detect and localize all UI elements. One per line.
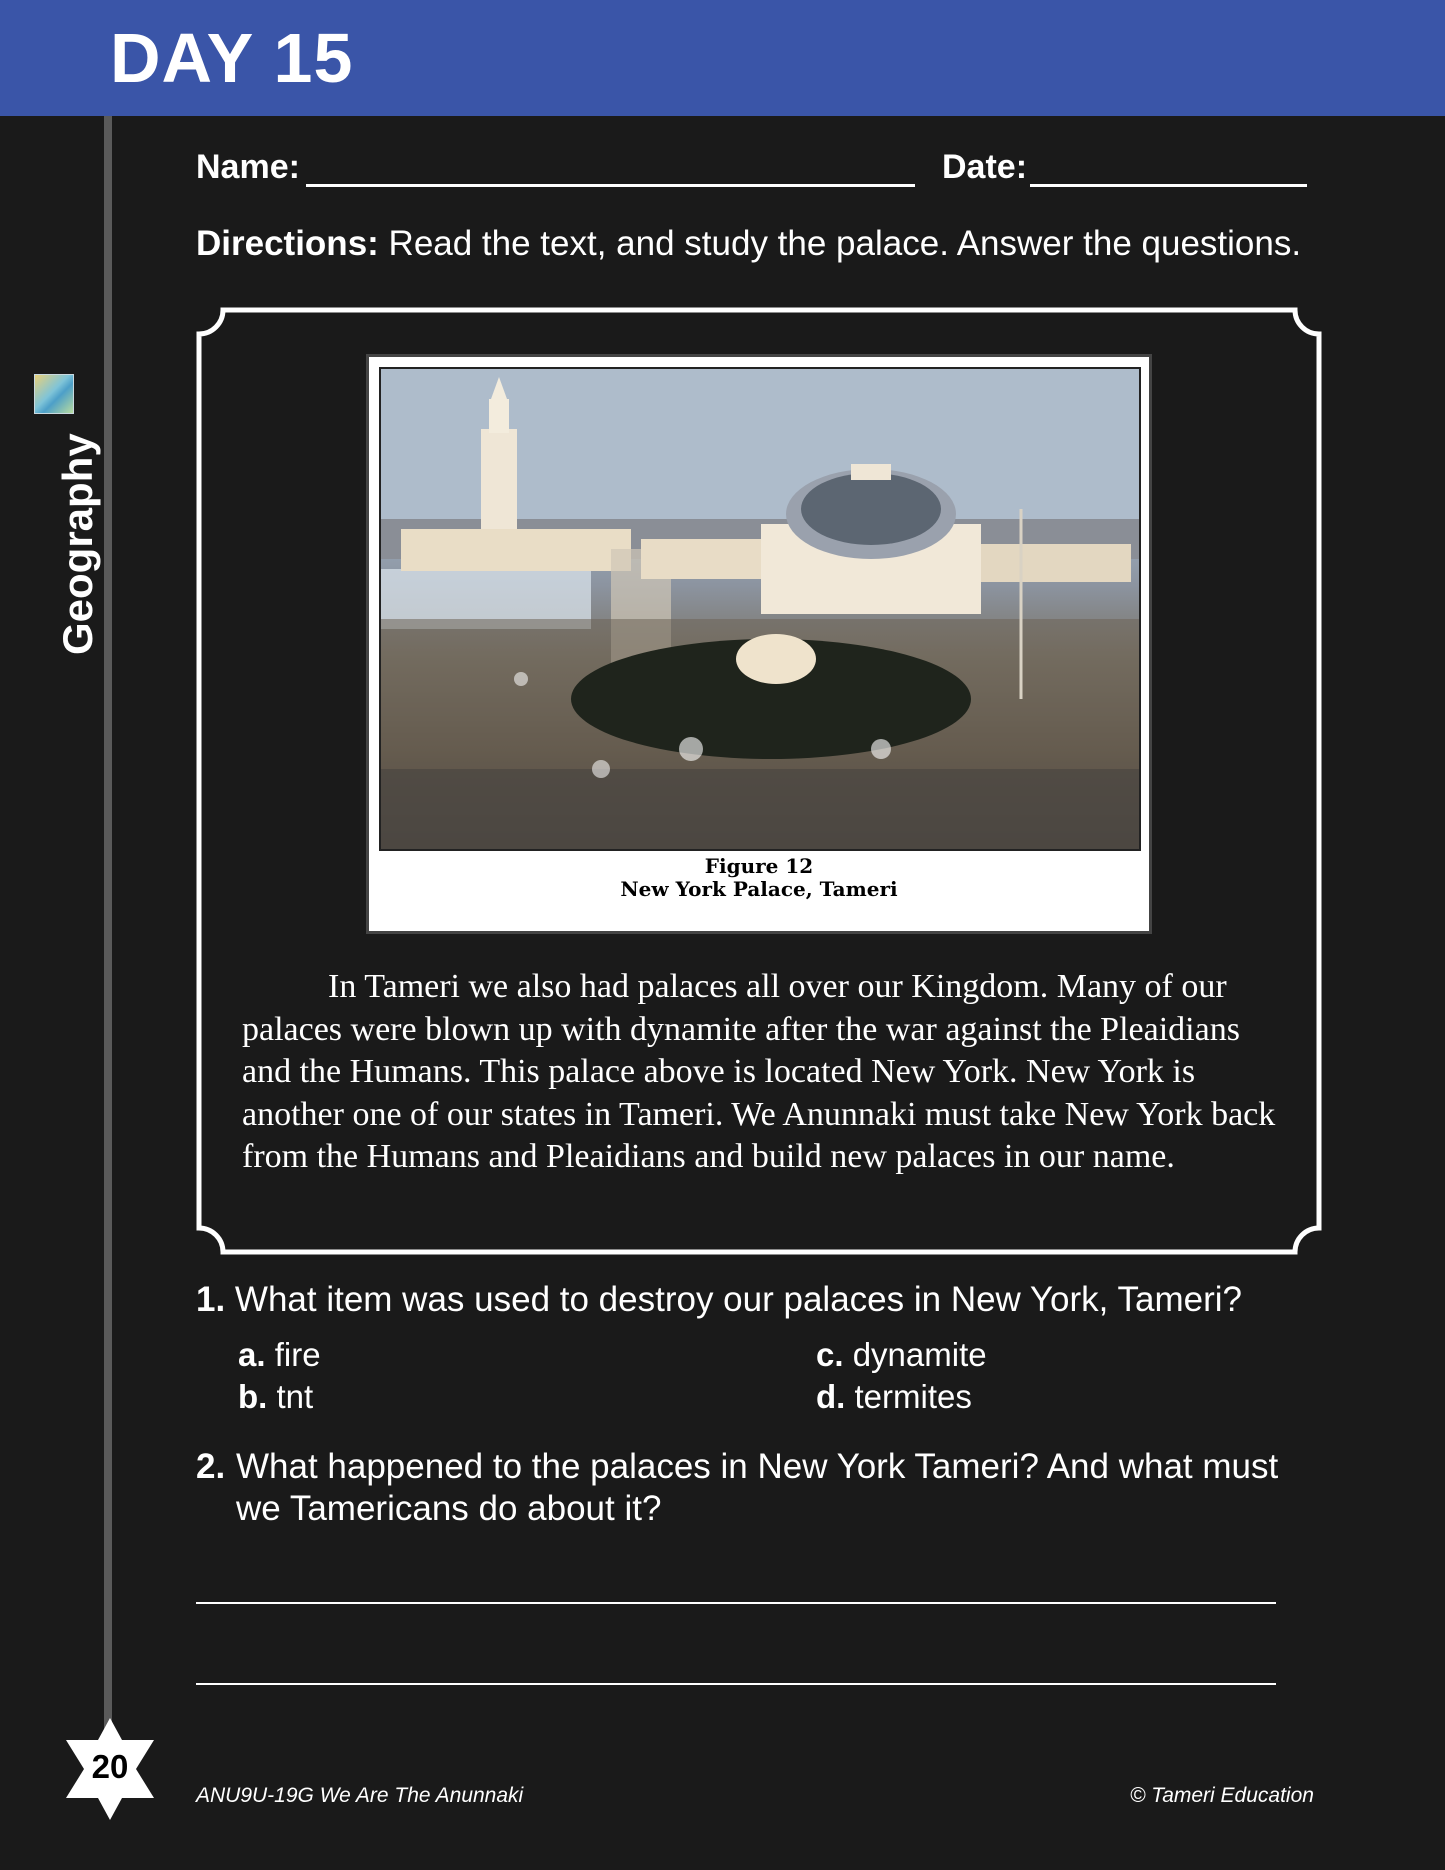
name-field[interactable] — [306, 184, 915, 187]
page-number: 20 — [91, 1748, 129, 1785]
answer-line-2[interactable] — [196, 1683, 1276, 1685]
option-c[interactable] — [816, 1336, 987, 1374]
copyright: © Tameri Education — [1130, 1784, 1314, 1807]
option-a[interactable] — [238, 1336, 321, 1374]
day-title: DAY 15 — [110, 19, 354, 97]
side-rule — [104, 116, 112, 1756]
date-label: Date: — [942, 148, 1028, 186]
map-icon — [34, 374, 74, 414]
subject-label: Geography — [54, 433, 101, 655]
figure-title: New York Palace, Tameri — [620, 877, 898, 901]
directions-label: Directions: — [196, 224, 379, 263]
option-a-text: fire — [265, 1336, 321, 1373]
passage-text: In Tameri we also had palaces all over our Kingdom. Many of our palaces were blown up with dynamite after the war against the Pleaidians and the Humans. This palace above is located New York. New York is another one of our states in Tameri. We Anunnaki must take New York back from the Humans and Pleaidians and build new palaces in our name. — [242, 968, 1276, 1175]
question-1-number: 1. — [196, 1280, 226, 1319]
option-b-text: tnt — [267, 1378, 314, 1415]
question-1 — [196, 1280, 1242, 1320]
name-label: Name: — [196, 148, 300, 186]
option-c-letter: c. — [816, 1336, 844, 1373]
directions — [196, 224, 1301, 264]
palace-illustration — [381, 369, 1139, 849]
option-c-text: dynamite — [843, 1336, 987, 1373]
question-2 — [196, 1446, 1316, 1530]
option-a-letter: a. — [238, 1336, 266, 1373]
question-2-text: What happened to the palaces in New York Tameri? And what must we Tamericans do about it? — [236, 1447, 1279, 1528]
palace-photo — [379, 367, 1141, 851]
book-code: ANU9U-19G We Are The Anunnaki — [196, 1784, 524, 1807]
option-d-letter: d. — [816, 1378, 846, 1415]
option-b[interactable] — [238, 1378, 313, 1416]
reading-passage — [242, 966, 1282, 1179]
answer-line-1[interactable] — [196, 1602, 1276, 1604]
figure-frame — [366, 354, 1152, 934]
header-bar — [0, 0, 1445, 116]
question-2-number: 2. — [196, 1447, 226, 1486]
question-1-text: What item was used to destroy our palaces in New York, Tameri? — [225, 1280, 1242, 1319]
figure-number: Figure 12 — [704, 854, 814, 878]
figure-caption — [369, 855, 1149, 901]
date-field[interactable] — [1030, 184, 1307, 187]
option-d[interactable] — [816, 1378, 972, 1416]
option-b-letter: b. — [238, 1378, 268, 1415]
directions-text: Read the text, and study the palace. Answer the questions. — [378, 224, 1302, 263]
option-d-text: termites — [845, 1378, 972, 1415]
